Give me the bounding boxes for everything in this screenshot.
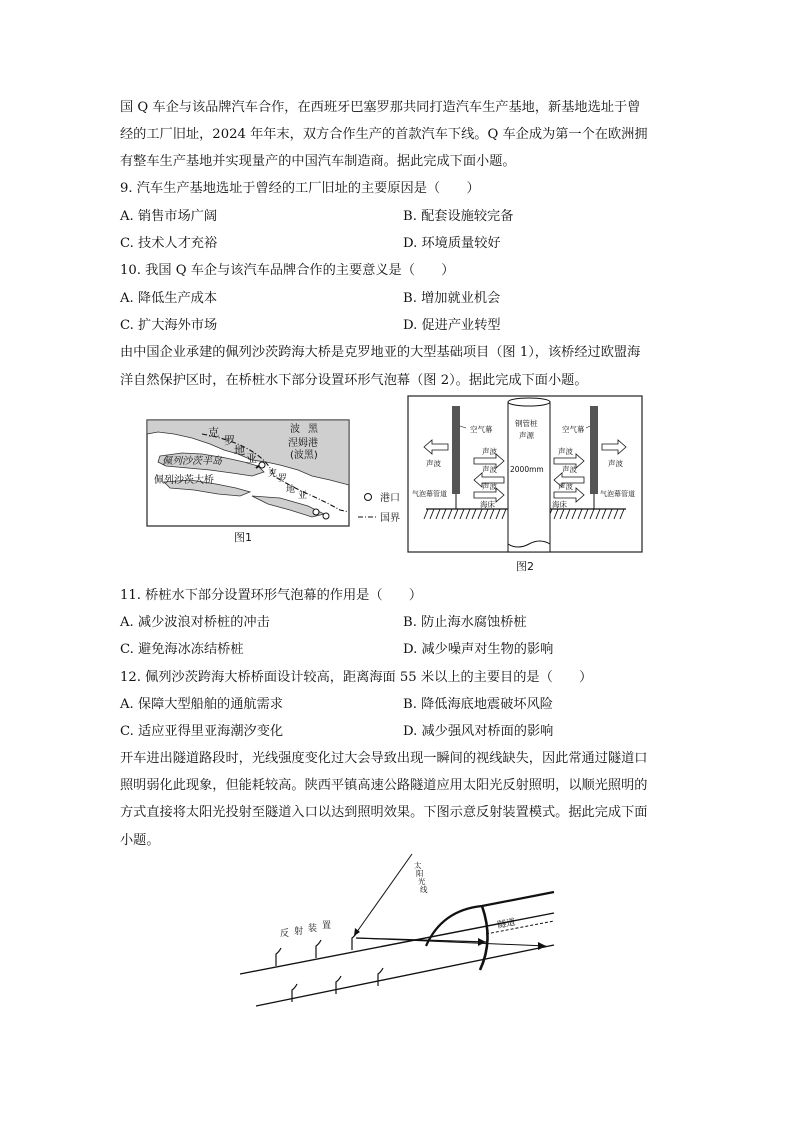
sound-wave-label: 声波	[558, 447, 573, 456]
q11-stem: 11. 桥桩水下部分设置环形气泡幕的作用是（ ）	[120, 588, 423, 603]
sunlight-label-char: 阳	[416, 869, 424, 878]
country-lower-char: 克	[268, 469, 278, 479]
legend-port-label: 港口	[380, 493, 400, 504]
legend-port-symbol	[365, 494, 372, 501]
country-lower-char: 罗	[278, 474, 288, 484]
country-lower-char: 亚	[298, 491, 308, 501]
q12-option-c: C. 适应亚得里亚海潮汐变化	[120, 724, 284, 739]
country-label-char: 地	[234, 444, 245, 457]
q9-option-d: D. 环境质量较好	[403, 236, 501, 251]
sound-wave-label: 声波	[608, 459, 623, 468]
q12-option-b: B. 降低海底地震破坏风险	[403, 697, 553, 712]
reflected-ray	[356, 938, 546, 946]
intro3-line-1: 开车进出隧道路段时，光线强度变化过大会导致出现一瞬间的视线缺失，因此常通过隧道口	[120, 751, 648, 766]
seabed-label-left: 海床	[480, 500, 495, 509]
pile-label-line-1: 钢管桩	[515, 419, 538, 428]
sound-wave-label: 声波	[558, 482, 573, 491]
steel-pile-top	[508, 398, 550, 406]
intro1-line-2: 经的工厂旧址，2024 年年末，双方合作生产的首款汽车下线。Q 车企成为第一个在欧洲拥	[120, 127, 648, 142]
q11-option-a: A. 减少波浪对桥桩的冲击	[120, 615, 270, 630]
port-marker	[323, 513, 329, 519]
figure-1-map	[140, 410, 425, 550]
q12-option-d: D. 减少强风对桥面的影响	[403, 724, 554, 739]
country-label-char: 罗	[224, 434, 235, 447]
q10-option-d: D. 促进产业转型	[403, 318, 501, 333]
sunlight-label-char: 太	[414, 861, 422, 870]
sound-wave-label: 声波	[562, 465, 577, 474]
q9-option-c: C. 技术人才充裕	[120, 236, 218, 251]
q11-option-d: D. 减少噪声对生物的影响	[403, 642, 554, 657]
intro3-line-4: 小题。	[120, 833, 160, 848]
bh-label-char: 黑	[308, 424, 318, 435]
reflector-label-char: 射	[294, 927, 304, 937]
intro3-line-2: 照明弱化此现象，但能耗较高。陕西平镇高速公路隧道应用太阳光反射照明，以顺光照明的	[120, 778, 648, 793]
q11-option-b: B. 防止海水腐蚀桥桩	[403, 615, 527, 630]
road-lower-edge	[256, 945, 554, 1006]
sound-wave-label: 声波	[482, 447, 497, 456]
q12-stem: 12. 佩列沙茨跨海大桥桥面设计较高，距离海面 55 米以上的主要目的是（ ）	[120, 670, 593, 685]
reflector-label-char: 置	[322, 921, 332, 931]
sunlight-ray	[354, 854, 412, 936]
sound-wave-label: 声波	[482, 465, 497, 474]
port-note-label: (波黑)	[290, 450, 318, 461]
pipe-label-right: 气泡幕管道	[600, 490, 635, 498]
curtain-label-right: 空气幕	[562, 425, 585, 434]
legend-border-label: 国界	[380, 513, 400, 524]
q11-option-c: C. 避免海冰冻结桥桩	[120, 642, 244, 657]
bridge-label: 佩列沙茨大桥	[154, 475, 214, 486]
q10-option-a: A. 降低生产成本	[120, 291, 218, 306]
reflector-label-char: 装	[308, 924, 318, 934]
figure-2-caption: 图2	[516, 560, 534, 573]
q9-option-a: A. 销售市场广阔	[120, 209, 218, 224]
sunlight-label-char: 线	[420, 885, 428, 894]
figure-1-caption: 图1	[234, 531, 252, 544]
bh-label-char: 波	[290, 424, 300, 435]
q9-stem: 9. 汽车生产基地选址于曾经的工厂旧址的主要原因是（ ）	[120, 181, 480, 196]
q12-option-a: A. 保障大型船舶的通航需求	[120, 697, 283, 712]
intro1-line-1: 国 Q 车企与该品牌汽车合作，在西班牙巴塞罗那共同打造汽车生产基地，新基地选址于曾	[120, 100, 641, 115]
pipe-label-left: 气泡幕管道	[412, 490, 447, 498]
intro3-line-3: 方式直接将太阳光投射至隧道入口以达到照明效果。下图示意反射装置模式。据此完成下面	[120, 805, 648, 820]
q10-option-c: C. 扩大海外市场	[120, 318, 218, 333]
country-label-char: 亚	[246, 452, 257, 465]
country-label-char: 克	[208, 426, 219, 439]
figure-3-diagram	[236, 850, 562, 1010]
pile-size-label: 2000mm	[510, 465, 544, 474]
port-name-label: 涅姆港	[288, 438, 318, 449]
curtain-label-left: 空气幕	[470, 425, 493, 434]
sunlight-label-char: 光	[418, 877, 426, 886]
seabed-label-right: 海床	[552, 500, 567, 509]
intro2-line-1: 由中国企业承建的佩列沙茨跨海大桥是克罗地亚的大型基础项目（图 1），该桥经过欧盟海	[120, 345, 641, 360]
pile-label-line-2: 声源	[519, 431, 534, 440]
port-marker	[259, 462, 265, 468]
bubble-curtain-left	[452, 406, 460, 494]
q10-option-b: B. 增加就业机会	[403, 291, 501, 306]
q10-stem: 10. 我国 Q 车企与该汽车品牌合作的主要意义是（ ）	[120, 263, 455, 278]
intro1-line-3: 有整车生产基地并实现量产的中国汽车制造商。据此完成下面小题。	[120, 154, 516, 169]
tunnel-roof	[426, 892, 554, 946]
intro2-line-2: 洋自然保护区时，在桥桩水下部分设置环形气泡幕（图 2）。据此完成下面小题。	[120, 373, 588, 388]
figure-2-diagram	[404, 394, 646, 574]
bubble-curtain-right	[590, 406, 598, 494]
peninsula-label: 佩列沙茨半岛	[162, 456, 222, 467]
port-marker	[313, 509, 319, 515]
reflector-label-char: 反	[280, 929, 290, 939]
country-lower-char: 地	[286, 485, 296, 495]
q9-option-b: B. 配套设施较完备	[403, 209, 514, 224]
sound-wave-label: 声波	[426, 459, 441, 468]
tunnel-label: 隧道	[496, 917, 517, 931]
sound-wave-label: 声波	[482, 482, 497, 491]
